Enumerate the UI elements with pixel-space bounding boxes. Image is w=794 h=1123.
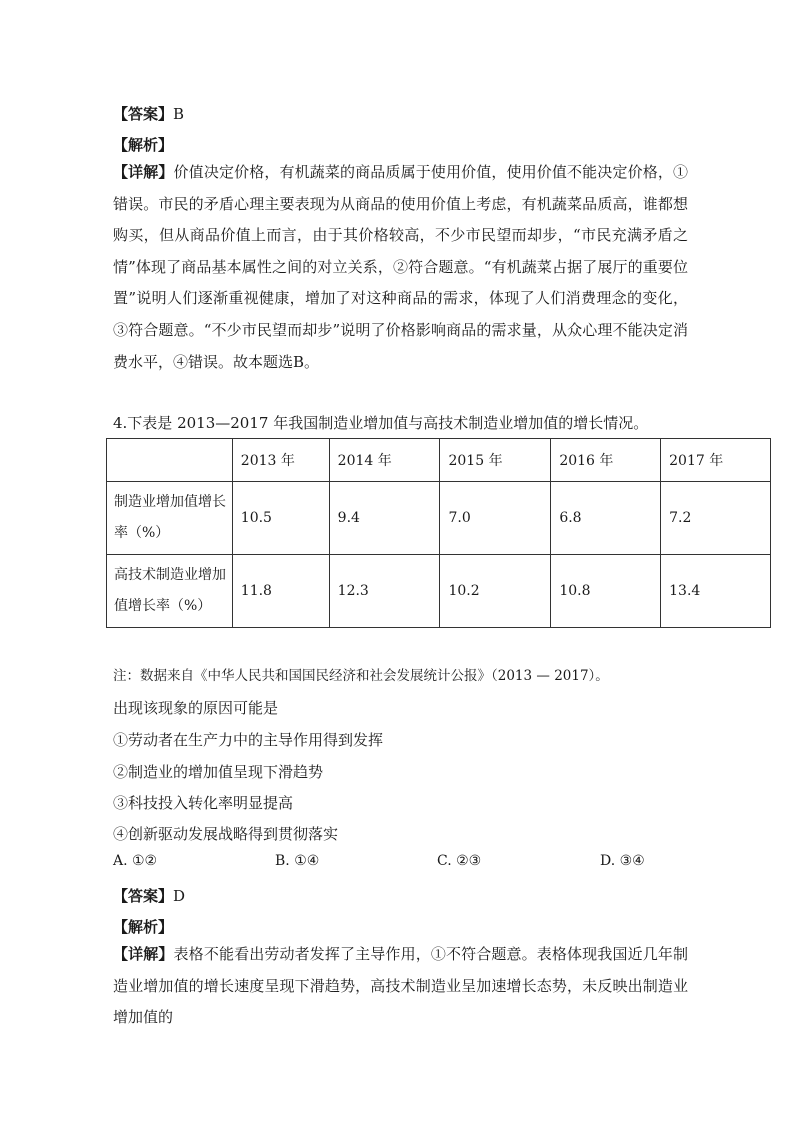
q4-table-note: 注：数据来自《中华人民共和国国民经济和社会发展统计公报》（2013 — 2017）。 — [113, 668, 609, 684]
q4-statement: ②制造业的增加值呈现下滑趋势 — [113, 763, 324, 781]
table-cell: 7.2 — [661, 482, 771, 555]
q4-statement: ③科技投入转化率明显提高 — [113, 794, 294, 812]
option-c: C. ②③ — [437, 853, 482, 869]
table-cell: 9.4 — [329, 482, 440, 555]
table-cell: 13.4 — [661, 555, 771, 628]
q3-detail-text: 价值决定价格，有机蔬菜的商品质属于使用价值，使用价值不能决定价格，①错误。市民的矛盾心理主要表现为从商品的使用价值上考虑，有机蔬菜品质高，谁都想购买，但从商品价值上而言，由于其价格较高，不少市民望而却步，“市民充满矛盾之情”体现了商品基本属性之间的对立关系，②符合题意。“有机蔬菜占据了展厅的重要位置”说明人们逐渐重视健康，增加了对这种商品的需求，体现了人们消费理念的变化，③符合题意。“不少市民望而却步”说明了价格影响商品的需求量，从众心理不能决定消费水平，④错误。故本题选B。 — [113, 163, 688, 371]
table-header-cell — [107, 439, 233, 482]
q4-question: 出现该现象的原因可能是 — [113, 699, 279, 717]
table-header-cell: 2015 年 — [440, 439, 551, 482]
table-header-cell: 2014 年 — [329, 439, 440, 482]
q4-statement: ①劳动者在生产力中的主导作用得到发挥 — [113, 731, 384, 749]
q3-answer-label: 【答案】 — [113, 105, 174, 123]
table-row — [107, 482, 771, 555]
q4-answer-label: 【答案】 — [113, 887, 174, 905]
q3-answer-value: B — [173, 105, 185, 123]
growth-table — [106, 438, 771, 628]
q4-statement: ④创新驱动发展战略得到贯彻落实 — [113, 825, 339, 843]
table-cell: 6.8 — [551, 482, 661, 555]
table-row — [107, 555, 771, 628]
option-d: D. ③④ — [600, 853, 645, 869]
table-header-cell: 2013 年 — [232, 439, 329, 482]
table-header-cell: 2017 年 — [661, 439, 771, 482]
option-a: A. ①② — [113, 853, 158, 869]
table-header-cell: 2016 年 — [551, 439, 661, 482]
q3-detail-paragraph — [113, 157, 688, 378]
table-cell: 10.2 — [440, 555, 551, 628]
table-cell: 10.5 — [232, 482, 329, 555]
q3-detail-label: 【详解】 — [113, 163, 174, 181]
table-row-label: 高技术制造业增加值增长率（%） — [107, 555, 233, 628]
q4-detail-paragraph — [113, 939, 688, 1034]
q4-options — [113, 853, 673, 873]
table-cell: 7.0 — [440, 482, 551, 555]
table-cell: 12.3 — [329, 555, 440, 628]
table-header-row — [107, 439, 771, 482]
q4-detail-label: 【详解】 — [113, 945, 174, 963]
q4-detail-text: 表格不能看出劳动者发挥了主导作用，①不符合题意。表格体现我国近几年制造业增加值的增长速度呈现下滑趋势，高技术制造业呈加速增长态势，未反映出制造业增加值的 — [113, 945, 688, 1027]
q4-answer-line — [113, 886, 185, 906]
q3-answer-line — [113, 104, 184, 124]
table-cell: 11.8 — [232, 555, 329, 628]
q4-answer-value: D — [173, 887, 186, 905]
table-row-label: 制造业增加值增长率（%） — [107, 482, 233, 555]
q4-stem: 4.下表是 2013—2017 年我国制造业增加值与高技术制造业增加值的增长情况。 — [113, 414, 649, 432]
option-b: B. ①④ — [275, 853, 320, 869]
q3-analysis-label: 【解析】 — [113, 136, 174, 154]
table-cell: 10.8 — [551, 555, 661, 628]
q4-analysis-label: 【解析】 — [113, 918, 174, 936]
